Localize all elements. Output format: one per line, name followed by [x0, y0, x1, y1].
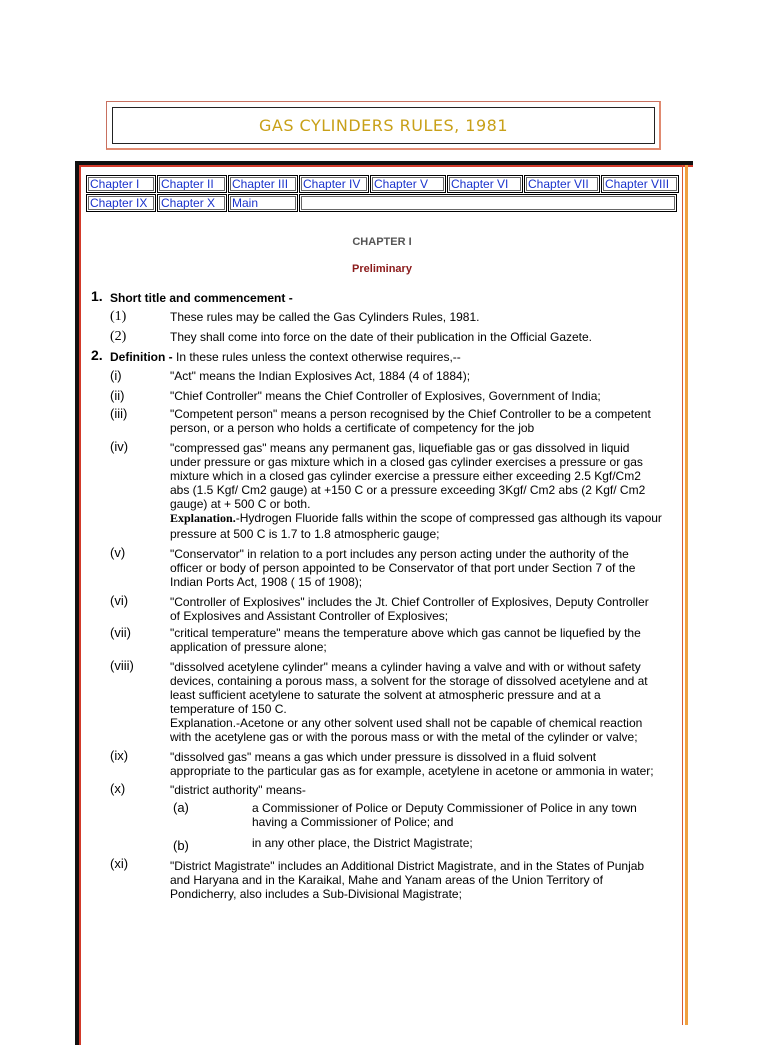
def-iv-line-1: "compressed gas" means any permanent gas, liquefiable gas or gas dissolved in liquid — [170, 441, 630, 455]
def-vii-label: (vii) — [110, 625, 131, 640]
section-2-number: 2. — [91, 347, 103, 363]
s1-item-1-label: (1) — [110, 309, 127, 324]
def-iii-label: (iii) — [110, 406, 128, 421]
def-xi-line-3: Pondicherry, also includes a Sub-Divisional Magistrate; — [170, 887, 462, 901]
def-v-line-2: officer or body of person appointed to be Conservator of that port under Section 7 of the — [170, 561, 636, 575]
nav-chapter-vi[interactable]: Chapter VI — [447, 175, 523, 193]
s1-item-2-text: They shall come into force on the date of their publication in the Official Gazete. — [170, 330, 593, 344]
nav-chapter-ix[interactable]: Chapter IX — [86, 194, 156, 212]
def-vi-line-1: "Controller of Explosives" includes the Jt. Chief Controller of Explosives, Deputy Controller — [170, 595, 649, 609]
def-iii-line-1: "Competent person" means a person recognised by the Chief Controller to be a competent — [170, 407, 651, 421]
def-iii-line-2: person, or a person who holds a certificate of competency for the job — [170, 421, 535, 435]
def-v-line-3: Indian Ports Act, 1908 ( 15 of 1908); — [170, 575, 363, 589]
def-ix-line-1: "dissolved gas" means a gas which under pressure is dissolved in a fluid solvent — [170, 750, 597, 764]
nav-chapter-viii[interactable]: Chapter VIII — [601, 175, 679, 193]
def-xi-label: (xi) — [110, 856, 129, 871]
def-x-a-label: (a) — [173, 800, 189, 815]
section-2-intro: In these rules unless the context otherwise requires,-- — [172, 350, 461, 364]
nav-chapter-vii[interactable]: Chapter VII — [524, 175, 600, 193]
nav-chapter-iv[interactable]: Chapter IV — [299, 175, 369, 193]
nav-chapter-v[interactable]: Chapter V — [370, 175, 446, 193]
def-x-a-line-2: having a Commissioner of Police; and — [252, 815, 454, 829]
chapter-subheading: Preliminary — [352, 263, 412, 275]
title-box — [112, 107, 655, 144]
title-frame — [106, 101, 661, 150]
section-2-title: Definition - — [110, 350, 173, 364]
section-1-number: 1. — [91, 288, 103, 304]
nav-chapter-ii[interactable]: Chapter II — [157, 175, 227, 193]
s1-item-2-label: (2) — [110, 329, 127, 344]
def-xi-line-1: "District Magistrate" includes an Additional District Magistrate, and in the States of Punjab — [170, 859, 645, 873]
def-v-line-1: "Conservator" in relation to a port includes any person acting under the authority of the — [170, 547, 629, 561]
def-i-label: (i) — [110, 368, 122, 383]
def-x-a-line-1: a Commissioner of Police or Deputy Commissioner of Police in any town — [252, 801, 637, 815]
def-iv-explanation-label: Explanation. — [170, 511, 236, 525]
def-viii-line-6: with the acetylene gas or with the porous mass or with the metal of the cylinder or valve; — [170, 730, 638, 744]
s1-item-1-text: These rules may be called the Gas Cylinders Rules, 1981. — [170, 310, 480, 324]
def-x-b-text: in any other place, the District Magistrate; — [252, 836, 473, 850]
def-iv-explanation-line-1 — [170, 511, 662, 525]
def-viii-line-5: Explanation.-Acetone or any other solvent used shall not be capable of chemical reaction — [170, 716, 643, 730]
def-ii-text: "Chief Controller" means the Chief Controller of Explosives, Government of India; — [170, 389, 601, 403]
nav-main[interactable]: Main — [228, 194, 298, 212]
nav-empty-cell — [299, 194, 677, 212]
frame-right-border — [685, 165, 688, 1025]
def-x-b-label: (b) — [173, 838, 189, 853]
nav-row-1 — [86, 175, 680, 193]
nav-chapter-x[interactable]: Chapter X — [157, 194, 227, 212]
def-iv-explanation-text: -Hydrogen Fluoride falls within the scope of compressed gas although its vapour — [235, 511, 662, 525]
def-vi-label: (vi) — [110, 593, 129, 608]
chapter-heading: CHAPTER I — [352, 236, 412, 248]
def-viii-line-3: least sufficient acetylene to saturate the solvent at atmospheric pressure and at a — [170, 688, 601, 702]
nav-chapter-i[interactable]: Chapter I — [86, 175, 156, 193]
chapter-nav-table — [86, 175, 680, 213]
nav-chapter-iii[interactable]: Chapter III — [228, 175, 298, 193]
def-ix-label: (ix) — [110, 748, 129, 763]
section-2-heading — [110, 350, 461, 364]
page-title: GAS CYLINDERS RULES, 1981 — [258, 116, 509, 135]
def-iv-line-2: under pressure or gas mixture which in a closed gas cylinder exercises a pressure or gas — [170, 455, 643, 469]
section-1-title: Short title and commencement - — [110, 291, 293, 305]
def-iv-line-4: abs (1.5 Kgf/ Cm2 gauge) at +150 C or a pressure exceeding 3Kgf/ Cm2 abs (2 Kgf/ Cm2 — [170, 483, 646, 497]
def-vii-line-1: "critical temperature" means the temperature above which gas cannot be liquefied by the — [170, 626, 641, 640]
def-viii-line-4: temperature of 150 C. — [170, 702, 287, 716]
def-x-text: "district authority" means- — [170, 783, 306, 797]
def-viii-label: (viii) — [110, 658, 134, 673]
def-vii-line-2: application of pressure alone; — [170, 640, 327, 654]
frame-right-line — [682, 165, 683, 1025]
def-v-label: (v) — [110, 545, 126, 560]
def-viii-line-2: devices, containing a porous mass, a solvent for the storage of dissolved acetylene and at — [170, 674, 648, 688]
def-x-label: (x) — [110, 781, 126, 796]
def-vi-line-2: of Explosives and Assistant Controller of Explosives; — [170, 609, 449, 623]
def-i-text: "Act" means the Indian Explosives Act, 1884 (4 of 1884); — [170, 369, 471, 383]
def-ix-line-2: appropriate to the particular gas as for example, acetylene in acetone or ammonia in water; — [170, 764, 654, 778]
def-iv-line-5: gauge) at + 500 C or both. — [170, 497, 311, 511]
def-iv-line-3: mixture which in a closed gas cylinder exercise a pressure either exceeding 2.5 Kgf/Cm2 — [170, 469, 641, 483]
def-iv-label: (iv) — [110, 439, 129, 454]
nav-row-2 — [86, 194, 680, 212]
def-ii-label: (ii) — [110, 388, 125, 403]
def-iv-explanation-line-2: pressure at 500 C is 1.7 to 1.8 atmospheric gauge; — [170, 527, 440, 541]
def-viii-line-1: "dissolved acetylene cylinder" means a cylinder having a valve and with or without safety — [170, 660, 641, 674]
def-xi-line-2: and Haryana and in the Karaikal, Mahe and Yanam areas of the Union Territory of — [170, 873, 603, 887]
